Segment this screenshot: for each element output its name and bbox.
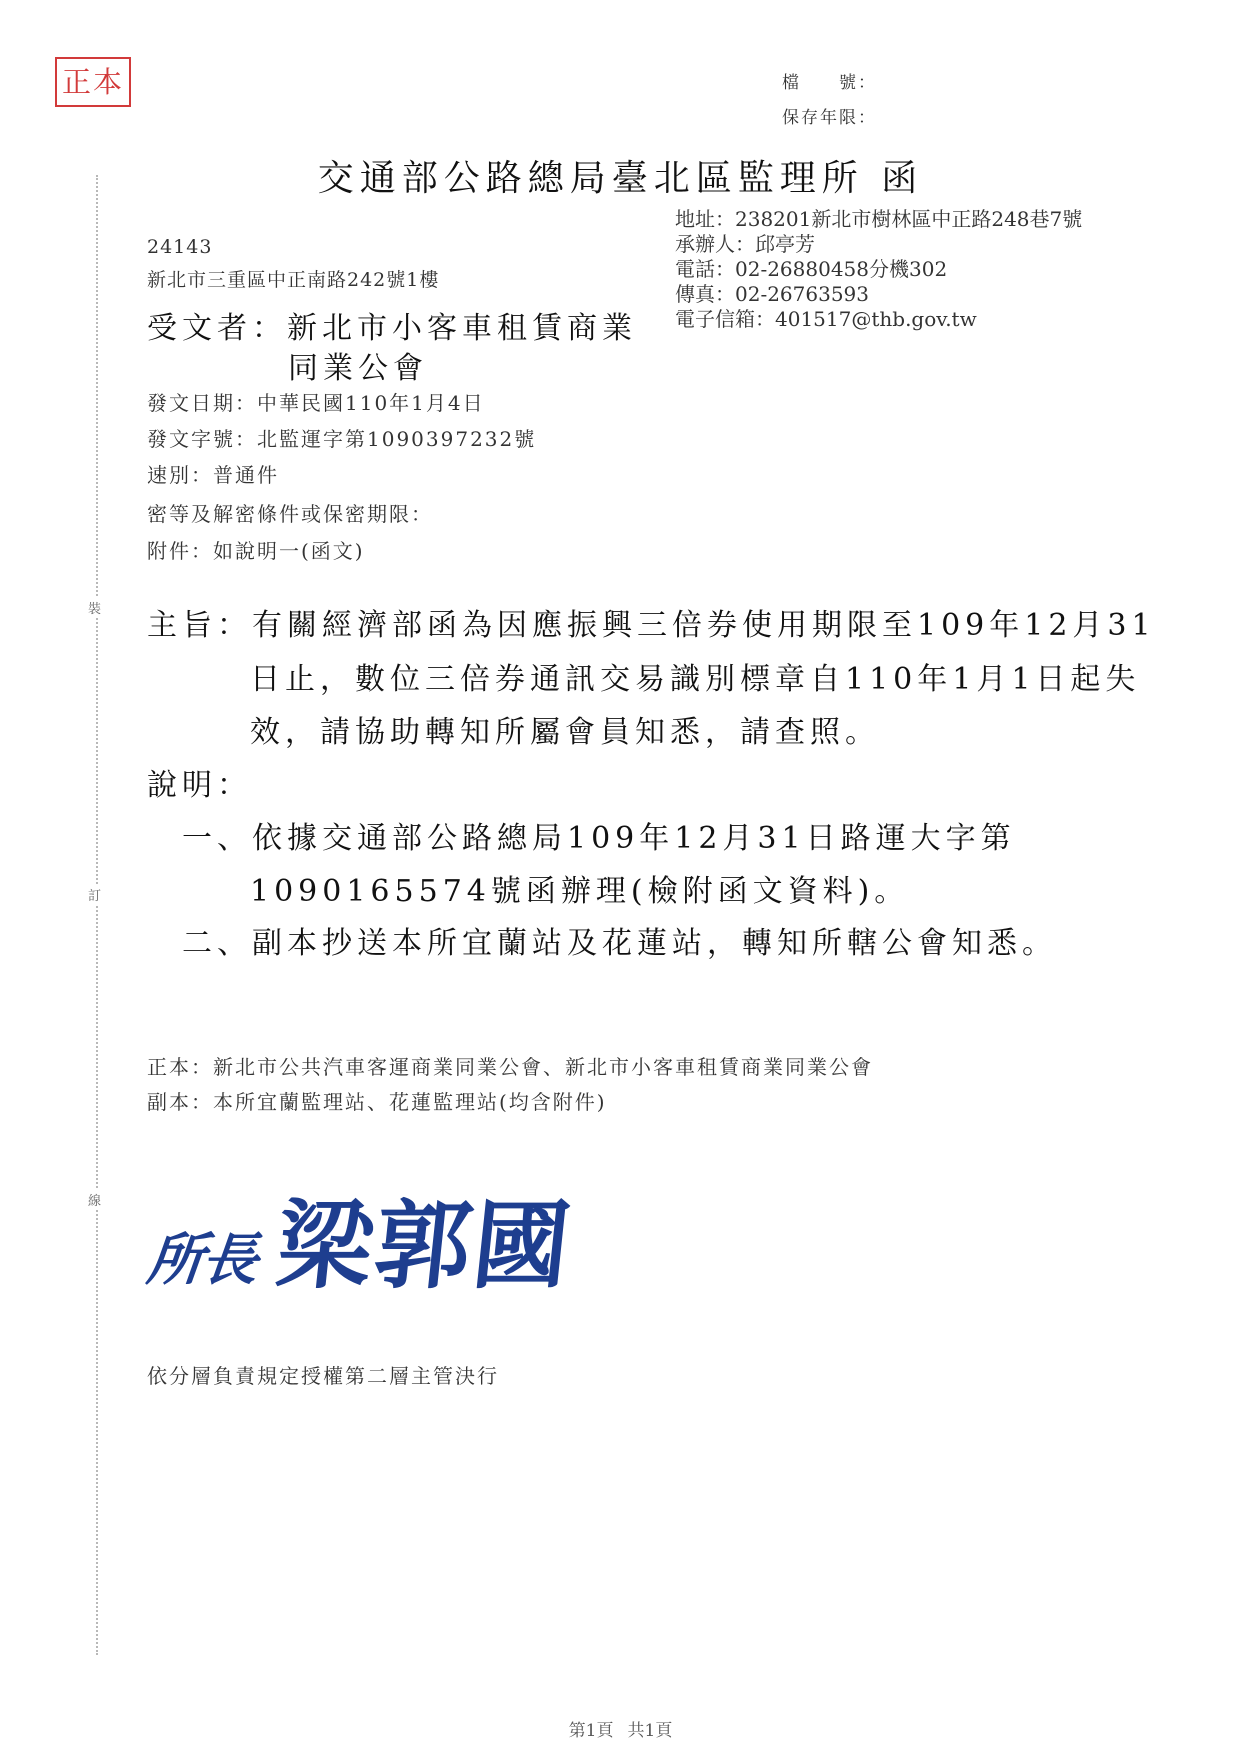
- signature-name: 梁郭國: [271, 1190, 578, 1302]
- binding-mark-line: 線: [88, 1190, 101, 1209]
- recipient-address: 新北市三重區中正南路242號1樓: [147, 269, 440, 291]
- signature-title: 所長: [144, 1228, 259, 1293]
- attachment: 附件：如說明一(函文): [147, 539, 365, 563]
- page-footer: [0, 1716, 1241, 1741]
- contact-address: 地址：238201新北市樹林區中正路248巷7號: [675, 207, 1083, 231]
- subject-line-3: 效，請協助轉知所屬會員知悉，請查照。: [250, 715, 880, 750]
- delivery-speed: 速別：普通件: [147, 463, 279, 487]
- contact-email: 電子信箱：401517@thb.gov.tw: [675, 307, 977, 331]
- contact-handler: 承辦人：邱亭芳: [675, 232, 815, 256]
- binding-mark-staple: 訂: [88, 885, 101, 904]
- binding-mark-bind: 裝: [88, 598, 101, 617]
- document-title: 交通部公路總局臺北區監理所 函: [317, 158, 924, 199]
- recipient-line-1: 受文者：新北市小客車租賃商業: [147, 311, 637, 346]
- page-total: 共1頁: [627, 1721, 673, 1741]
- binding-line: [96, 175, 98, 1655]
- document-number: 發文字號：北監運字第1090397232號: [147, 427, 537, 451]
- retention-period-label: 保存年限：: [782, 108, 877, 128]
- original-copy-stamp: 正本: [55, 57, 131, 107]
- explanation-label: 說明：: [147, 768, 252, 803]
- file-number-label: 檔 號：: [782, 73, 877, 93]
- subject-line-2: 日止，數位三倍券通訊交易識別標章自110年1月1日起失: [250, 662, 1141, 697]
- secrecy-level: 密等及解密條件或保密期限：: [147, 502, 433, 526]
- delegation-note: 依分層負責規定授權第二層主管決行: [147, 1364, 499, 1388]
- explanation-item-1-line-1: 一、依據交通部公路總局109年12月31日路運大字第: [182, 821, 1016, 856]
- subject-line-1: 主旨：有關經濟部函為因應振興三倍券使用期限至109年12月31: [147, 608, 1156, 643]
- director-signature-stamp: [144, 1170, 578, 1307]
- copy-distribution: 副本：本所宜蘭監理站、花蓮監理站(均含附件): [147, 1090, 607, 1114]
- contact-phone: 電話：02-26880458分機302: [675, 257, 948, 281]
- recipient-line-2: 同業公會: [288, 351, 428, 386]
- original-distribution: 正本：新北市公共汽車客運商業同業公會、新北市小客車租賃商業同業公會: [147, 1055, 873, 1079]
- recipient-postcode: 24143: [147, 236, 213, 258]
- contact-fax: 傳真：02-26763593: [675, 282, 870, 306]
- issue-date: 發文日期：中華民國110年1月4日: [147, 391, 485, 415]
- page-number: 第1頁: [568, 1721, 614, 1741]
- explanation-item-1-line-2: 1090165574號函辦理(檢附函文資料)。: [250, 874, 910, 909]
- explanation-item-2: 二、副本抄送本所宜蘭站及花蓮站，轉知所轄公會知悉。: [182, 926, 1057, 961]
